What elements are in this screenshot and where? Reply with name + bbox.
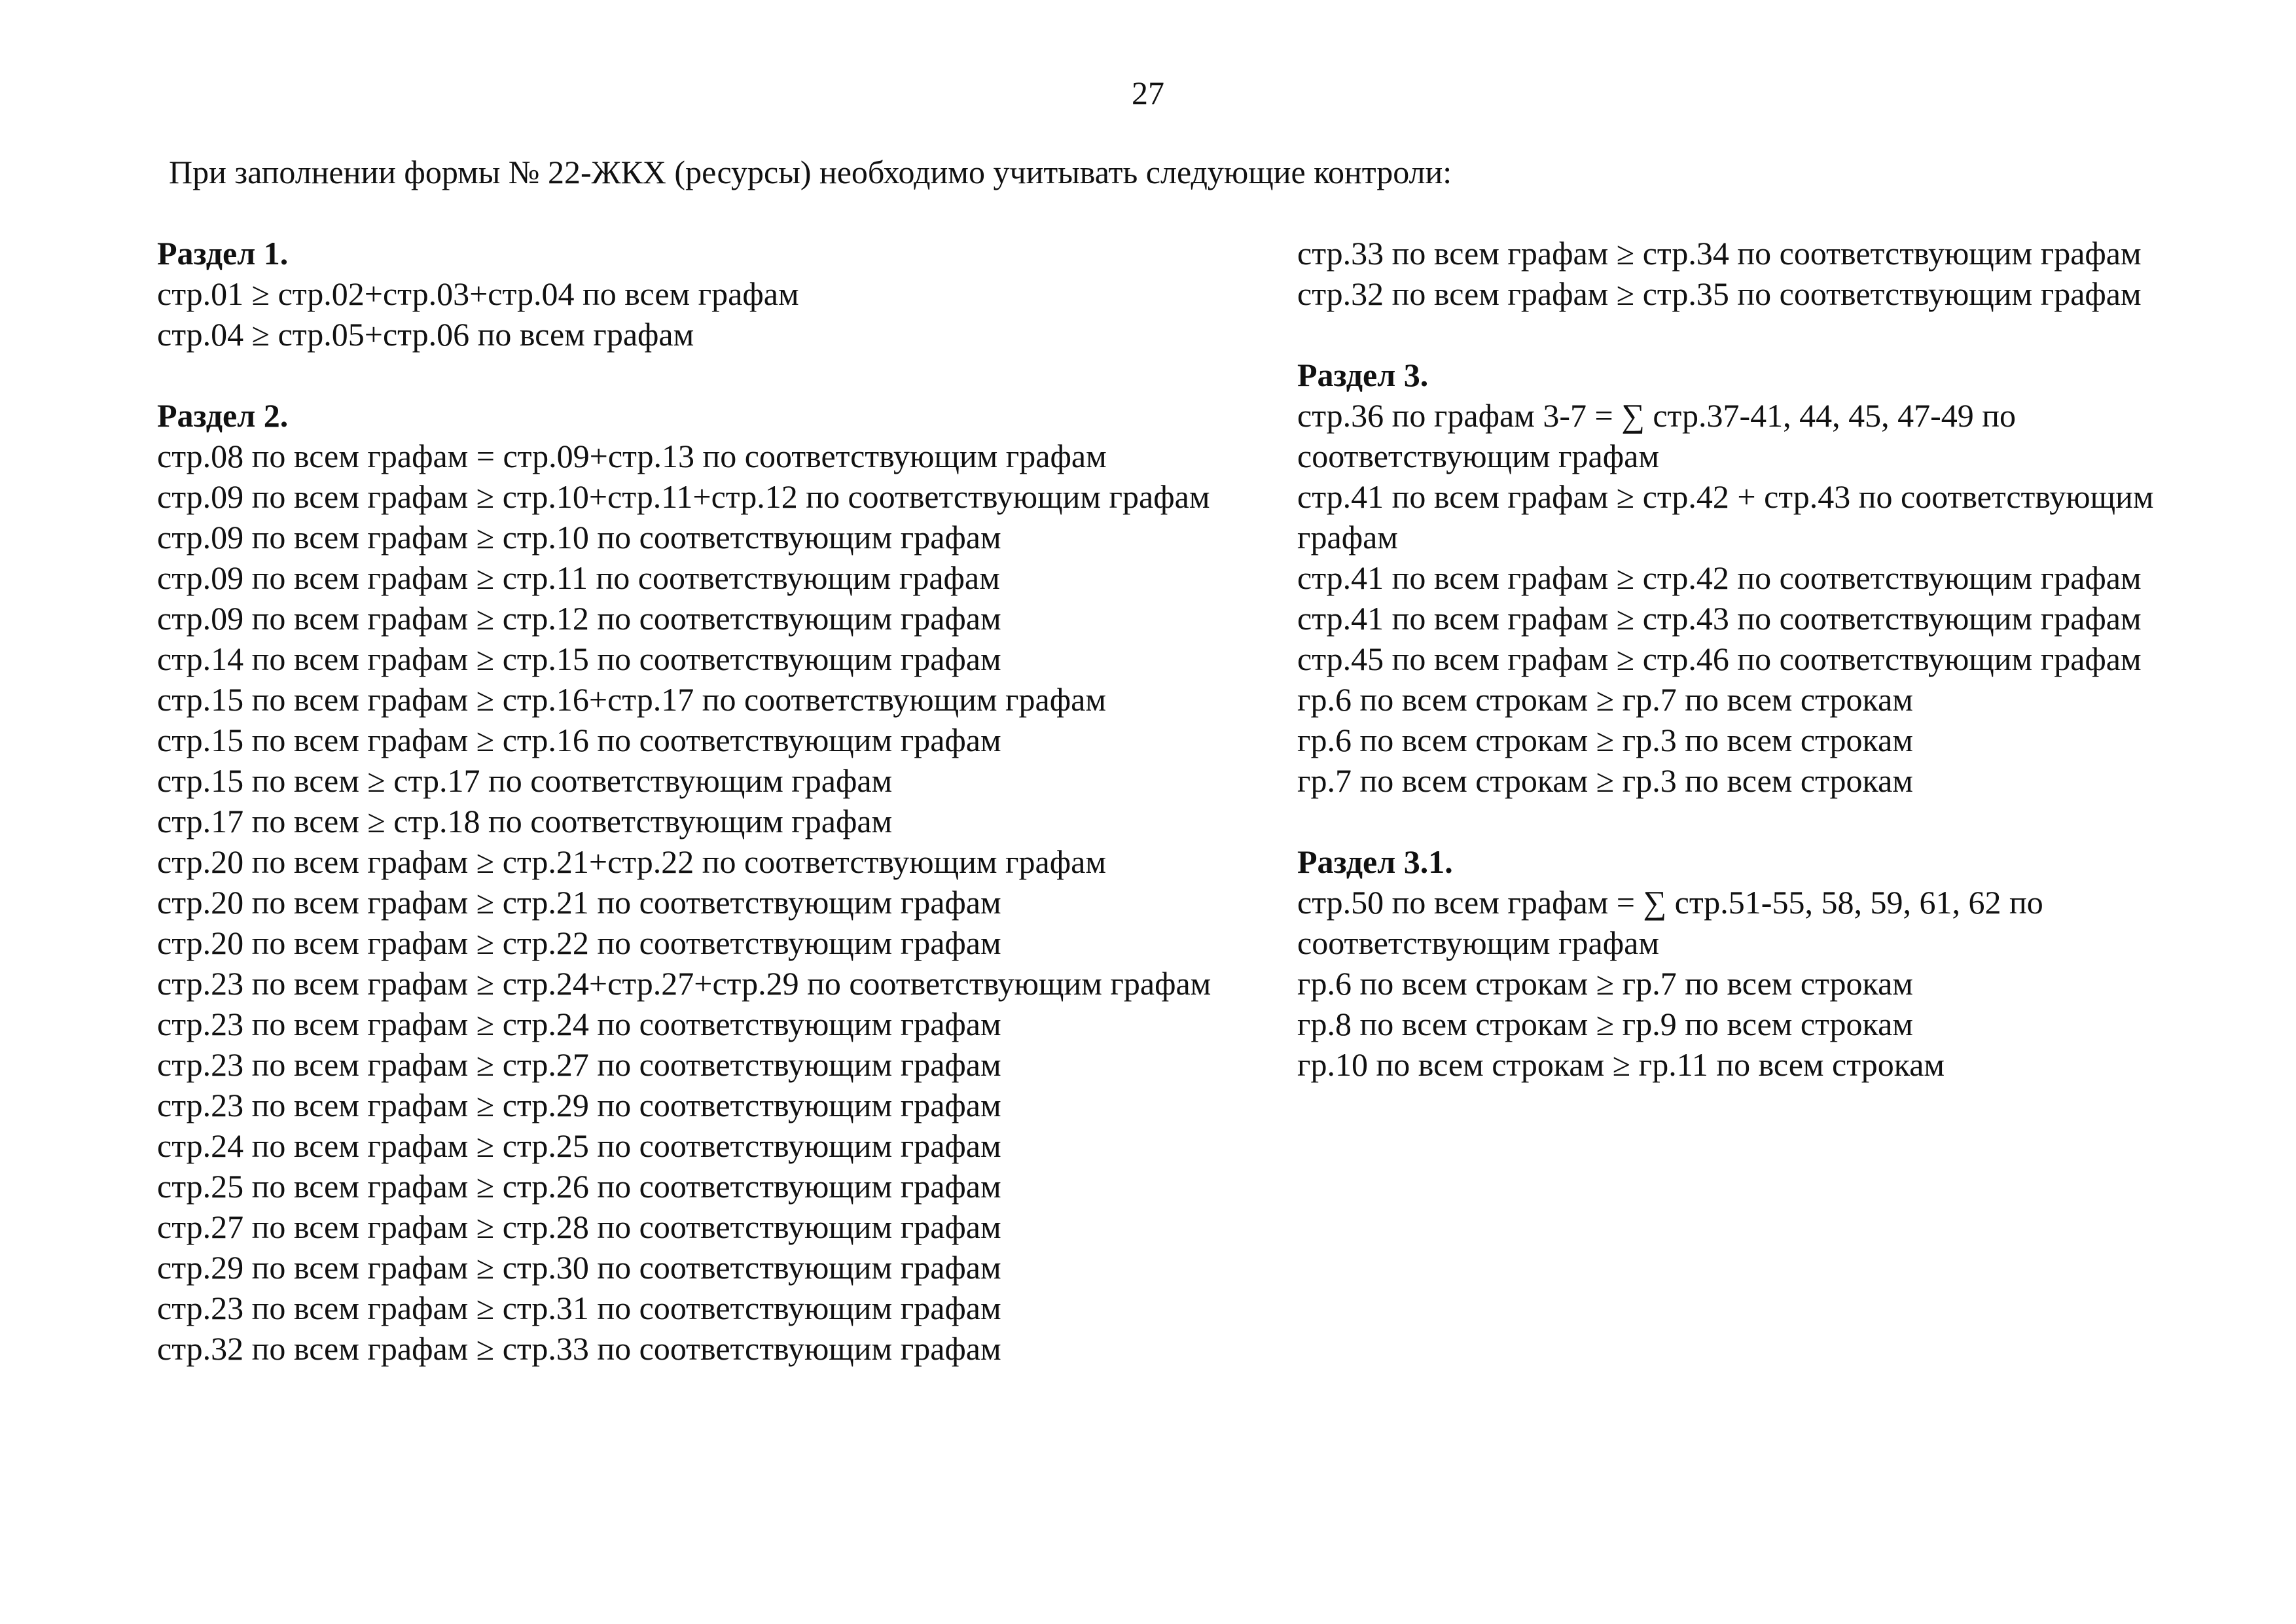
control-line: стр.01 ≥ стр.02+стр.03+стр.04 по всем графам [157,275,799,312]
control-line: стр.14 по всем графам ≥ стр.15 по соответствующим графам [157,641,1001,677]
control-line: стр.20 по всем графам ≥ стр.21 по соответствующим графам [157,884,1001,921]
control-line: гр.6 по всем строкам ≥ гр.7 по всем строкам [1297,681,1913,718]
section-3-1 [1297,841,2214,1085]
page-number: 27 [1132,75,1164,111]
control-line: стр.45 по всем графам ≥ стр.46 по соответствующим графам [1297,641,2142,677]
control-line: стр.17 по всем ≥ стр.18 по соответствующим графам [157,803,893,839]
section-3 [1297,355,2214,801]
control-line: стр.09 по всем графам ≥ стр.12 по соответствующим графам [157,600,1001,637]
control-line: гр.8 по всем строкам ≥ гр.9 по всем строкам [1297,1006,1913,1042]
control-line: стр.41 по всем графам ≥ стр.43 по соответствующим графам [1297,600,2142,637]
control-line: стр.24 по всем графам ≥ стр.25 по соответствующим графам [157,1127,1001,1164]
control-line: стр.20 по всем графам ≥ стр.22 по соответствующим графам [157,925,1001,961]
left-column [157,233,1270,1409]
control-line: стр.25 по всем графам ≥ стр.26 по соответствующим графам [157,1168,1001,1205]
control-line: стр.09 по всем графам ≥ стр.10+стр.11+стр.12 по соответствующим графам [157,478,1210,515]
section-2 [157,395,1270,1369]
control-line: стр.50 по всем графам = ∑ стр.51-55, 58, 59, 61, 62 по соответствующим графам [1297,884,2043,961]
control-line: стр.23 по всем графам ≥ стр.29 по соответствующим графам [157,1087,1001,1123]
control-line: стр.08 по всем графам = стр.09+стр.13 по соответствующим графам [157,438,1107,474]
control-line: стр.04 ≥ стр.05+стр.06 по всем графам [157,316,694,353]
control-line: гр.6 по всем строкам ≥ гр.7 по всем строкам [1297,965,1913,1002]
section-1 [157,233,1270,355]
control-line: гр.7 по всем строкам ≥ гр.3 по всем строкам [1297,762,1913,799]
control-line: стр.20 по всем графам ≥ стр.21+стр.22 по соответствующим графам [157,843,1106,880]
control-line: стр.15 по всем ≥ стр.17 по соответствующим графам [157,762,893,799]
control-line: стр.09 по всем графам ≥ стр.10 по соответствующим графам [157,519,1001,556]
section-2-continued [1297,233,2214,314]
control-line: стр.33 по всем графам ≥ стр.34 по соответствующим графам [1297,235,2142,272]
control-line: стр.41 по всем графам ≥ стр.42 по соответствующим графам [1297,559,2142,596]
control-line: стр.09 по всем графам ≥ стр.11 по соответствующим графам [157,559,1000,596]
control-line: стр.32 по всем графам ≥ стр.33 по соответствующим графам [157,1330,1001,1367]
intro-text: При заполнении формы № 22-ЖКХ (ресурсы) необходимо учитывать следующие контроли: [169,154,1452,190]
section-title: Раздел 3. [1297,357,1429,393]
section-title: Раздел 2. [157,397,289,434]
control-line: стр.23 по всем графам ≥ стр.27 по соответствующим графам [157,1046,1001,1083]
control-line: стр.36 по графам 3-7 = ∑ стр.37-41, 44, 45, 47-49 по соответствующим графам [1297,397,2017,474]
right-column [1297,233,2214,1125]
control-line: стр.23 по всем графам ≥ стр.24 по соответствующим графам [157,1006,1001,1042]
control-line: стр.15 по всем графам ≥ стр.16+стр.17 по соответствующим графам [157,681,1106,718]
control-line: стр.23 по всем графам ≥ стр.24+стр.27+стр.29 по соответствующим графам [157,965,1211,1002]
control-line: стр.41 по всем графам ≥ стр.42 + стр.43 по соответствующим графам [1297,478,2154,556]
control-line: стр.32 по всем графам ≥ стр.35 по соответствующим графам [1297,275,2142,312]
control-line: гр.10 по всем строкам ≥ гр.11 по всем строкам [1297,1046,1945,1083]
control-line: гр.6 по всем строкам ≥ гр.3 по всем строкам [1297,722,1913,758]
control-line: стр.23 по всем графам ≥ стр.31 по соответствующим графам [157,1290,1001,1326]
control-line: стр.29 по всем графам ≥ стр.30 по соответствующим графам [157,1249,1001,1286]
control-line: стр.27 по всем графам ≥ стр.28 по соответствующим графам [157,1209,1001,1245]
section-title: Раздел 1. [157,235,289,272]
control-line: стр.15 по всем графам ≥ стр.16 по соответствующим графам [157,722,1001,758]
section-title: Раздел 3.1. [1297,843,1453,880]
